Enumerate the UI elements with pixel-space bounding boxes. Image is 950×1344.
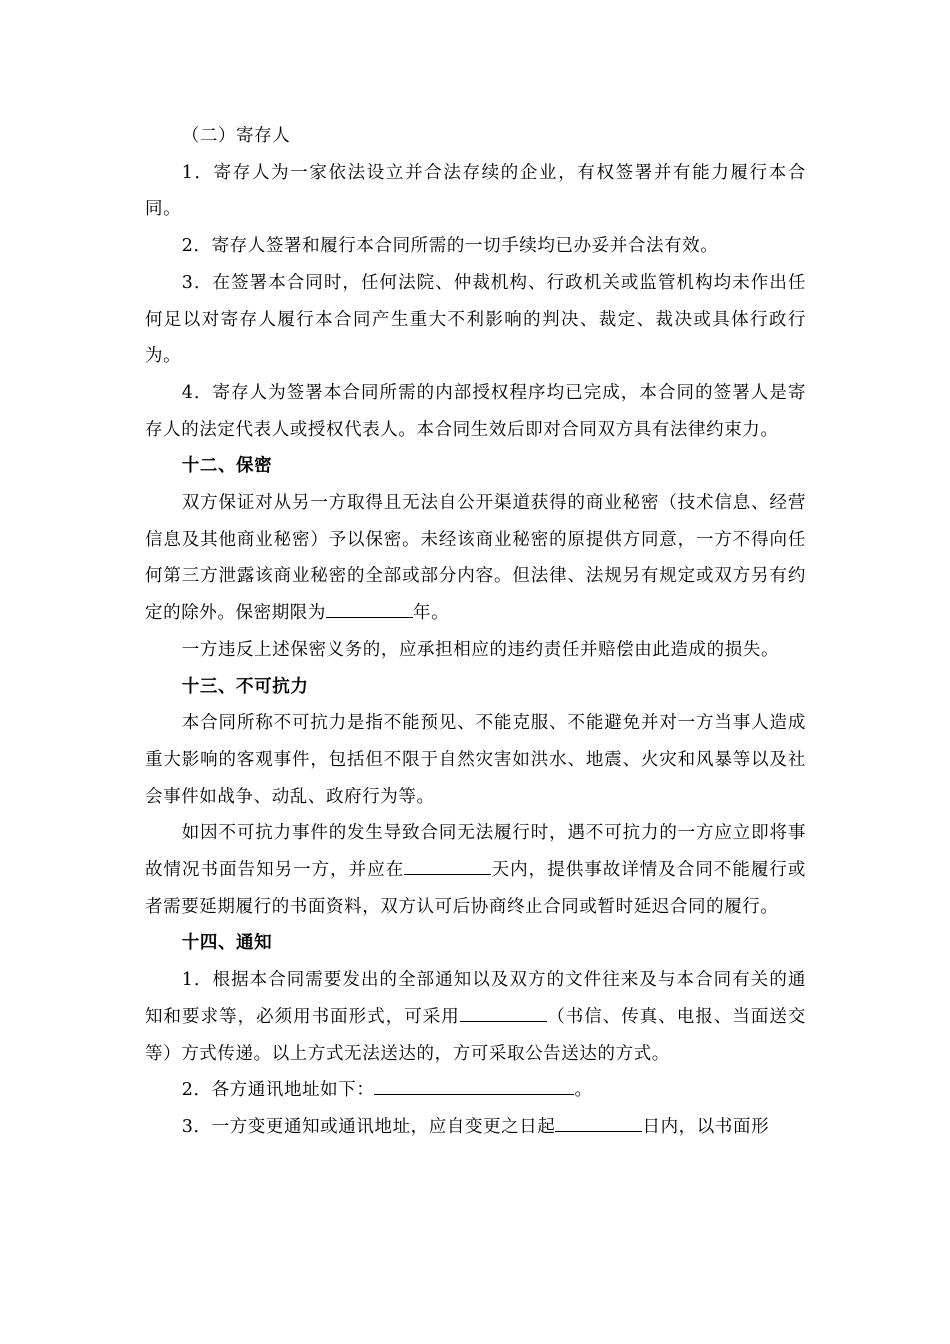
- notice-heading: 十四、通知: [181, 933, 273, 954]
- force-majeure-paragraph-1: 本合同所称不可抗力是指不能预见、不能克服、不能避免并对一方当事人造成重大影响的客观事件，包括但不限于自然灾害如洪水、地震、火灾和风暴等以及社会事件如战争、动乱、政府行为等。: [145, 713, 806, 807]
- confidentiality-text-end: 年。: [413, 603, 450, 624]
- notice-item-2: [145, 1072, 806, 1109]
- confidentiality-period-blank: [326, 599, 413, 618]
- notice-item-2-text-end: 。: [574, 1080, 593, 1101]
- notice-change-days-blank: [555, 1113, 642, 1132]
- notice-item-3-text-end: 日内，以书面形: [642, 1116, 770, 1137]
- confidentiality-paragraph-2: 一方违反上述保密义务的，应承担相应的违约责任并赔偿由此造成的损失。: [181, 639, 780, 660]
- notice-item-3: [145, 1109, 806, 1146]
- force-majeure-paragraph-2: [145, 815, 806, 925]
- notice-item-3-text: 3．一方变更通知或通讯地址，应自变更之日起: [181, 1116, 556, 1137]
- confidentiality-text: 双方保证对从另一方取得且无法自公开渠道获得的商业秘密（技术信息、经营信息及其他商业秘密）予以保密。未经该商业秘密的原提供方同意，一方不得向任何第三方泄露该商业秘密的全部或部分内容。但法律、法规另有规定或双方另有约定的除外。保密期限为: [145, 493, 806, 624]
- depositor-item-1: 1．寄存人为一家依法设立并合法存续的企业，有权签署并有能力履行本合同。: [145, 162, 806, 220]
- confidentiality-paragraph-1: [145, 485, 806, 632]
- notice-item-1-text: 1．根据本合同需要发出的全部通知以及双方的文件往来及与本合同有关的通知和要求等，必须用书面形式，可采用: [145, 970, 806, 1027]
- depositor-item-3: 3．在签署本合同时，任何法院、仲裁机构、行政机关或监管机构均未作出任何足以对寄存人履行本合同产生重大不利影响的判决、裁定、裁决或具体行政行为。: [145, 272, 806, 367]
- depositor-subtitle: （二）寄存人: [181, 126, 291, 146]
- depositor-item-2: 2．寄存人签署和履行本合同所需的一切手续均已办妥并合法有效。: [181, 236, 719, 257]
- confidentiality-heading: 十二、保密: [181, 456, 273, 477]
- notice-item-2-text: 2．各方通讯地址如下：: [181, 1080, 375, 1101]
- notice-address-blank: [374, 1076, 574, 1095]
- force-majeure-days-blank: [404, 856, 491, 875]
- force-majeure-text: 如因不可抗力事件的发生导致合同无法履行时，遇不可抗力的一方应立即将事故情况书面告知另一方，并应在: [145, 823, 806, 881]
- notice-item-1: [145, 962, 806, 1072]
- force-majeure-heading: 十三、不可抗力: [181, 676, 309, 697]
- contract-body: [145, 118, 806, 1146]
- depositor-item-4: 4．寄存人为签署本合同所需的内部授权程序均已完成，本合同的签署人是寄存人的法定代表人或授权代表人。本合同生效后即对合同双方具有法律约束力。: [145, 382, 806, 440]
- force-majeure-text-end: 天内，提供事故详情及合同不能履行或者需要延期履行的书面资料，双方认可后协商终止合同或暂时延迟合同的履行。: [145, 860, 807, 917]
- notice-item-1-text-end: （书信、传真、电报、当面送交等）方式传递。以上方式无法送达的，方可采取公告送达的方式。: [145, 1006, 807, 1064]
- notice-method-blank: [460, 1003, 547, 1022]
